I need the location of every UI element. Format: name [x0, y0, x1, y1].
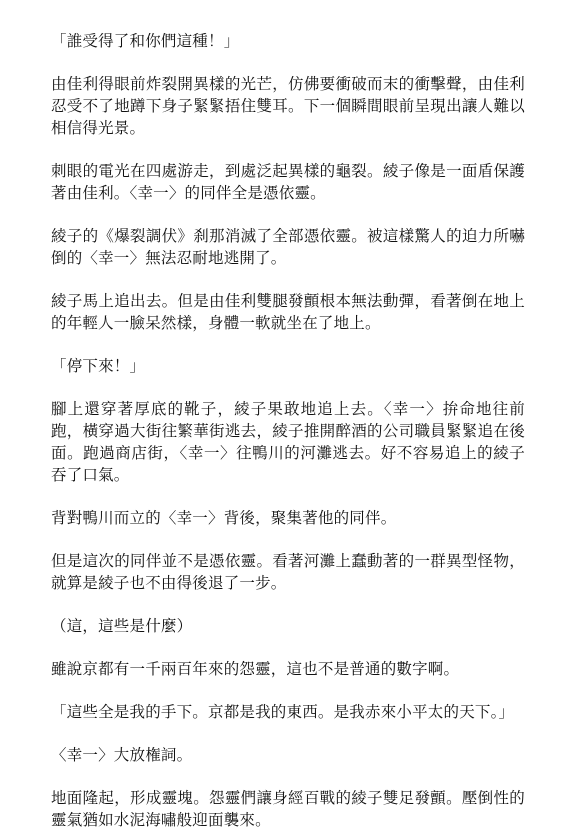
- paragraph-11: 雖說京都有一千兩百年來的怨靈，這也不是普通的數字啊。: [51, 660, 460, 678]
- paragraph-2: 由佳利得眼前炸裂開異樣的光芒，仿佛要衝破而末的衝擊聲，由佳利忍受不了地蹲下身子緊緊捂住雙耳。下一個瞬間眼前呈現出讓人難以相信得光景。: [51, 75, 525, 137]
- paragraph-14: 地面隆起，形成靈塊。怨靈們讓身經百戰的綾子雙足發顫。壓倒性的靈氣猶如水泥海嘯般迎面襲來。: [51, 789, 525, 829]
- paragraph-4: 綾子的《爆裂調伏》刹那消滅了全部憑依靈。被這樣驚人的迫力所嚇倒的〈幸一〉無法忍耐地逃開了。: [51, 227, 525, 267]
- paragraph-9: 但是這次的同伴並不是憑依靈。看著河灘上蠢動著的一群異型怪物，就算是綾子也不由得後退了一步。: [51, 552, 525, 592]
- paragraph-10: （這，這些是什麼）: [51, 617, 193, 635]
- paragraph-6: 「停下來！」: [51, 357, 146, 375]
- paragraph-1: 「誰受得了和你們這種！」: [51, 32, 240, 50]
- paragraph-3: 刺眼的電光在四處游走，到處泛起異樣的龜裂。綾子像是一面盾保護著由佳利。〈幸一〉的同伴全是憑依靈。: [51, 162, 525, 202]
- paragraph-12: 「這些全是我的手下。京都是我的東西。是我赤來小平太的天下。」: [51, 703, 515, 721]
- paragraph-8: 背對鴨川而立的〈幸一〉背後，聚集著他的同伴。: [51, 509, 397, 527]
- paragraph-7: 腳上還穿著厚底的靴子，綾子果敢地追上去。〈幸一〉拚命地往前跑，橫穿過大街往繁華街逃去，綾子推開醉酒的公司職員緊緊追在後面。跑過商店街，〈幸一〉往鴨川的河灘逃去。好不容易追上的綾子吞了口氣。: [51, 400, 525, 484]
- paragraph-5: 綾子馬上追出去。但是由佳利雙腿發顫根本無法動彈，看著倒在地上的年輕人一臉呆然樣，身體一軟就坐在了地上。: [51, 292, 525, 332]
- paragraph-13: 〈幸一〉大放権詞。: [51, 746, 193, 764]
